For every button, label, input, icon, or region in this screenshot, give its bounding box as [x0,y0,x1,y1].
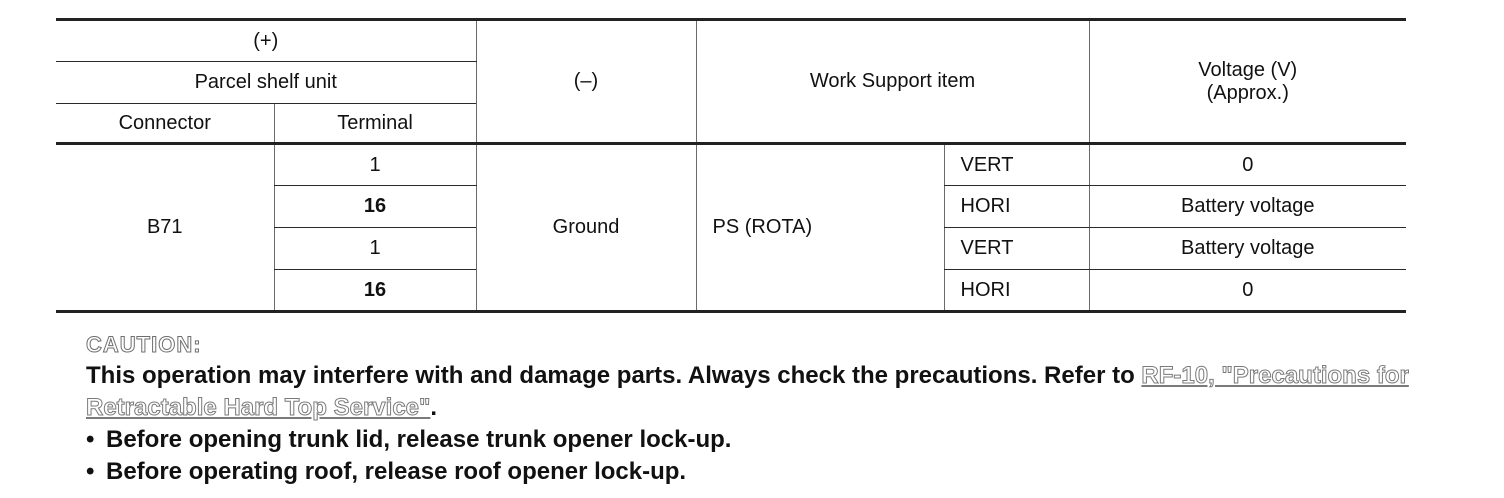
caution-bullet-item [86,456,1466,488]
voltage-header-line2: (Approx.) [1206,81,1289,104]
voltage-cell: Battery voltage [1089,186,1406,228]
terminal-header: Terminal [274,104,476,144]
voltage-cell: 0 [1089,270,1406,312]
voltage-cell: Battery voltage [1089,228,1406,270]
caution-text-end: . [430,394,438,421]
parcel-shelf-unit-header: Parcel shelf unit [56,62,476,104]
position-cell: VERT [944,144,1089,186]
caution-bullet-item [86,424,1466,456]
terminal-cell: 1 [274,144,476,186]
caution-bullet-text: Before operating roof, release roof opener lock-up. [106,458,687,485]
caution-block [86,330,1466,488]
plus-header: (+) [56,20,476,62]
caution-text-main: This operation may interfere with and damage parts. Always check the precautions. Refer to [86,362,1142,389]
position-cell: HORI [944,270,1089,312]
voltage-inspection-table [56,18,1406,313]
header-row-1 [56,20,1406,62]
voltage-header-line1: Voltage (V) [1198,58,1298,81]
voltage-header [1089,20,1406,144]
caution-title: CAUTION: [86,332,202,357]
minus-cell: Ground [476,144,696,312]
terminal-cell: 16 [274,270,476,312]
terminal-cell: 1 [274,228,476,270]
bullet-dot-icon: • [86,426,95,453]
terminal-cell: 16 [274,186,476,228]
voltage-cell: 0 [1089,144,1406,186]
caution-bullet-text: Before opening trunk lid, release trunk opener lock-up. [106,426,732,453]
connector-header: Connector [56,104,274,144]
connector-cell: B71 [56,144,274,312]
bullet-dot-icon: • [86,458,95,485]
table-row [56,144,1406,186]
minus-header: (–) [476,20,696,144]
position-cell: HORI [944,186,1089,228]
work-support-item-header: Work Support item [696,20,1089,144]
precautions-reference-link[interactable]: RF-10, "Precautions for Retractable Hard Top Service" [86,362,1409,421]
work-support-cell: PS (ROTA) [696,144,944,312]
position-cell: VERT [944,228,1089,270]
caution-text [86,360,1466,424]
